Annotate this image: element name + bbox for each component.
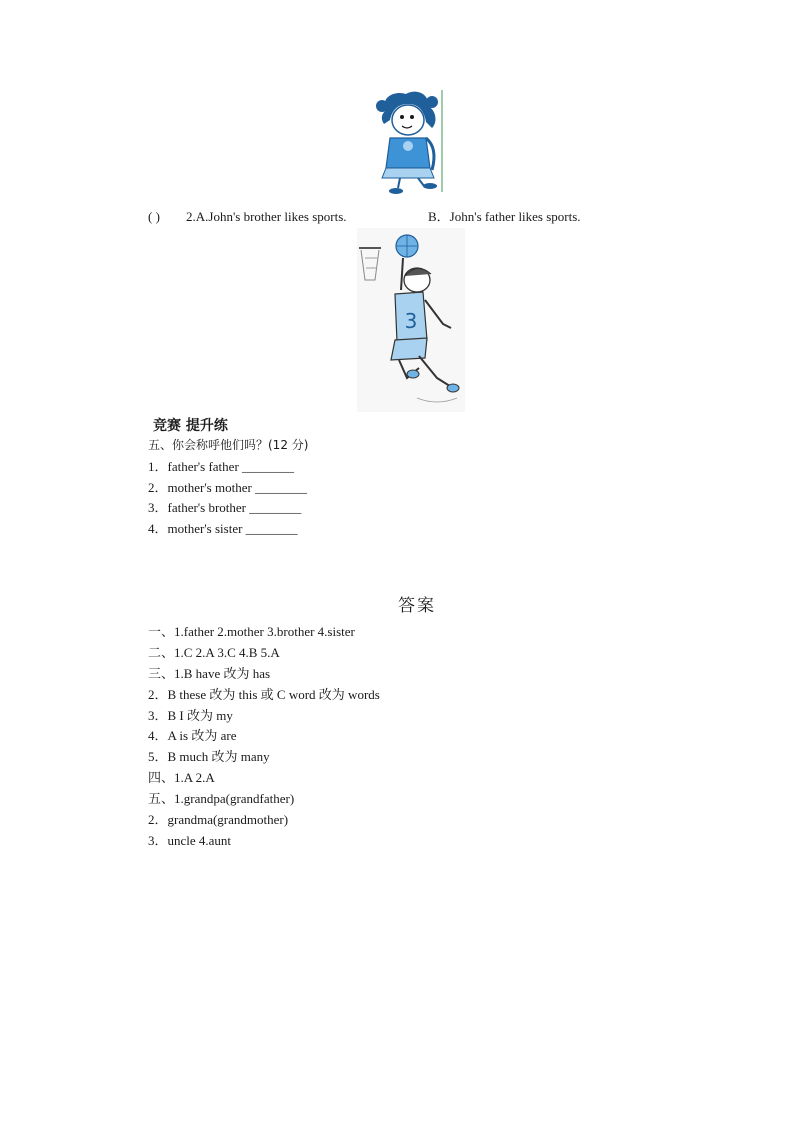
- question-2-option-b: B．John's father likes sports.: [428, 209, 581, 224]
- answer-line-5: 3．B I 改为 my: [148, 708, 233, 723]
- basketball-player-illustration-icon: [357, 228, 465, 412]
- answer-line-1: 一、1.father 2.mother 3.brother 4.sister: [148, 624, 355, 639]
- question-2-option-a: 2.A.John's brother likes sports.: [186, 209, 347, 224]
- answer-line-11: 3．uncle 4.aunt: [148, 833, 232, 848]
- jersey-number: 3: [404, 309, 418, 333]
- section-5-item-1: 1．father's father ________: [148, 459, 295, 474]
- answer-line-3: 三、1.B have 改为 has: [148, 666, 271, 681]
- section-5-item-2: 2．mother's mother ________: [148, 480, 308, 495]
- answer-line-9: 五、1.grandpa(grandfather): [148, 791, 295, 806]
- answer-line-4: 2．B these 改为 this 或 C word 改为 words: [148, 687, 380, 702]
- section-5-item-4: 4．mother's sister ________: [148, 521, 298, 536]
- answer-line-2: 二、1.C 2.A 3.C 4.B 5.A: [148, 645, 280, 660]
- answer-line-8: 四、1.A 2.A: [148, 770, 215, 785]
- girl-illustration-icon: [372, 88, 452, 198]
- answer-line-6: 4．A is 改为 are: [148, 728, 237, 743]
- section-5-item-3: 3．father's brother ________: [148, 500, 302, 515]
- section-5-title: 竞赛 提升练: [153, 418, 228, 434]
- section-5-prompt: 五、你会称呼他们吗？(12 分): [148, 438, 309, 452]
- answers-title: 答案: [398, 596, 436, 616]
- answer-line-10: 2．grandma(grandmother): [148, 812, 289, 827]
- question-2-paren: ( ): [148, 209, 160, 224]
- answer-line-7: 5．B much 改为 many: [148, 749, 270, 764]
